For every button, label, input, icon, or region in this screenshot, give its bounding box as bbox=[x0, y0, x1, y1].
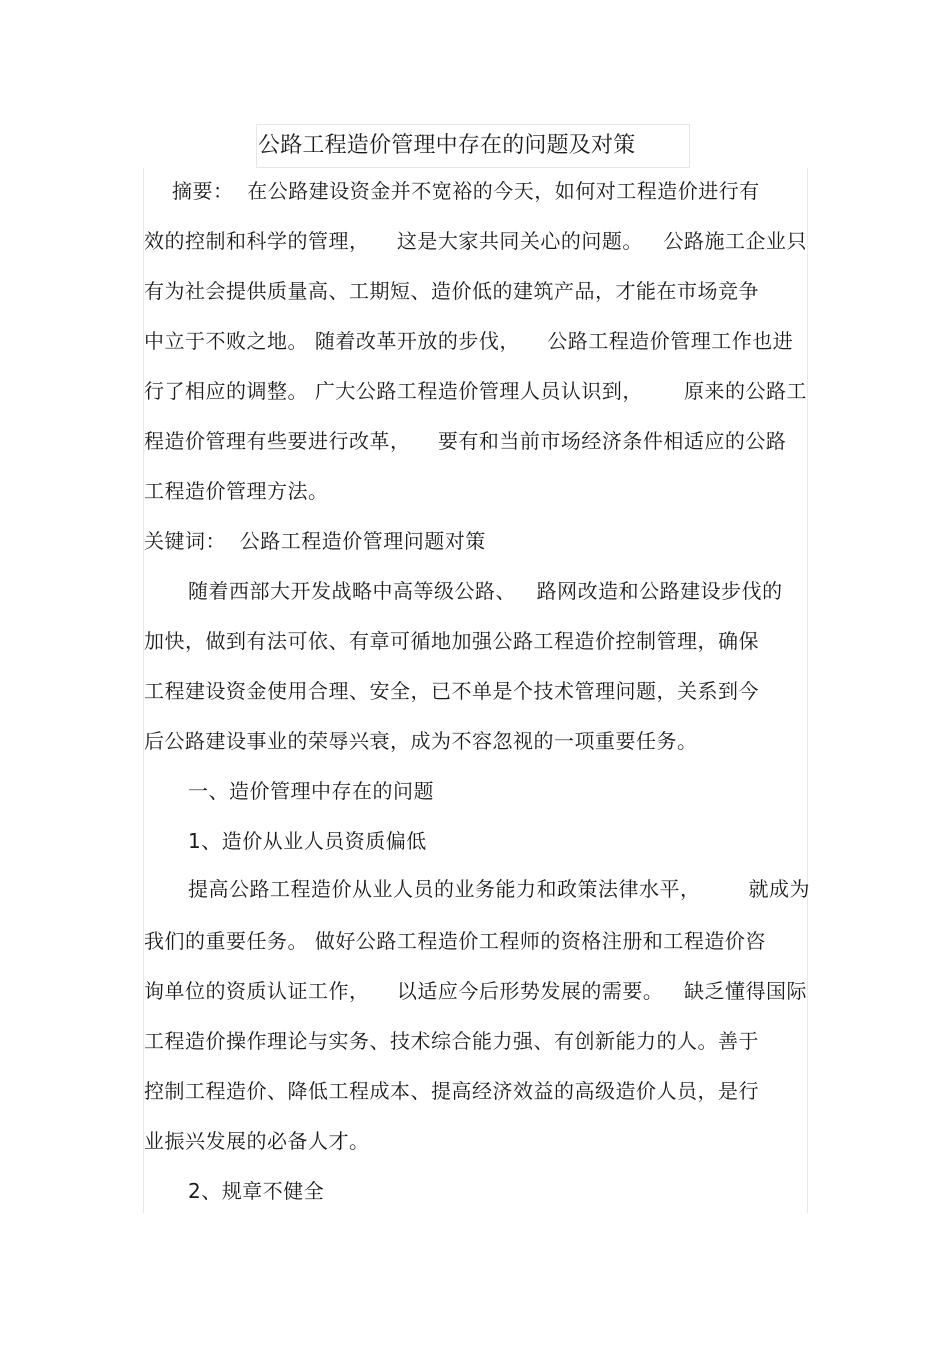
subsection-heading-1: 1、造价从业人员资质偏低 bbox=[188, 829, 427, 853]
intro-line-4: 后公路建设事业的荣辱兴衰，成为不容忽视的一项重要任务。 bbox=[144, 729, 698, 753]
keywords-line: 关键词： 公路工程造价管理问题对策 bbox=[144, 529, 486, 553]
body-line-1: 提高公路工程造价从业人员的业务能力和政策法律水平， 就成为 bbox=[188, 877, 811, 901]
abstract-line-2: 效的控制和科学的管理， 这是大家共同关心的问题。 公路施工企业只 bbox=[144, 229, 808, 253]
body-line-3: 询单位的资质认证工作， 以适应今后形势发展的需要。 缺乏懂得国际 bbox=[144, 979, 808, 1003]
body-line-6: 业振兴发展的必备人才。 bbox=[144, 1129, 370, 1153]
body-line-4: 工程造价操作理论与实务、技术综合能力强、有创新能力的人。善于 bbox=[144, 1029, 759, 1053]
abstract-line-7: 工程造价管理方法。 bbox=[144, 479, 329, 503]
document-title: 公路工程造价管理中存在的问题及对策 bbox=[258, 133, 636, 158]
abstract-line-6: 程造价管理有些要进行改革， 要有和当前市场经济条件相适应的公路 bbox=[144, 429, 787, 453]
abstract-line-4: 中立于不败之地。 随着改革开放的步伐， 公路工程造价管理工作也进 bbox=[144, 329, 794, 353]
section-heading-1: 一、造价管理中存在的问题 bbox=[188, 779, 434, 803]
intro-line-3: 工程建设资金使用合理、安全，已不单是个技术管理问题，关系到今 bbox=[144, 679, 759, 703]
abstract-line-1: 摘要： 在公路建设资金并不宽裕的今天，如何对工程造价进行有 bbox=[172, 179, 760, 203]
frame-right-border bbox=[807, 168, 808, 1213]
intro-line-2: 加快，做到有法可依、有章可循地加强公路工程造价控制管理，确保 bbox=[144, 629, 759, 653]
subsection-heading-2: 2、规章不健全 bbox=[188, 1179, 325, 1203]
body-line-5: 控制工程造价、降低工程成本、提高经济效益的高级造价人员，是行 bbox=[144, 1079, 759, 1103]
body-line-2: 我们的重要任务。 做好公路工程造价工程师的资格注册和工程造价咨 bbox=[144, 929, 766, 953]
intro-line-1: 随着西部大开发战略中高等级公路、 路网改造和公路建设步伐的 bbox=[188, 579, 783, 603]
abstract-line-3: 有为社会提供质量高、工期短、造价低的建筑产品，才能在市场竞争 bbox=[144, 279, 759, 303]
abstract-line-5: 行了相应的调整。 广大公路工程造价管理人员认识到， 原来的公路工 bbox=[144, 379, 808, 403]
